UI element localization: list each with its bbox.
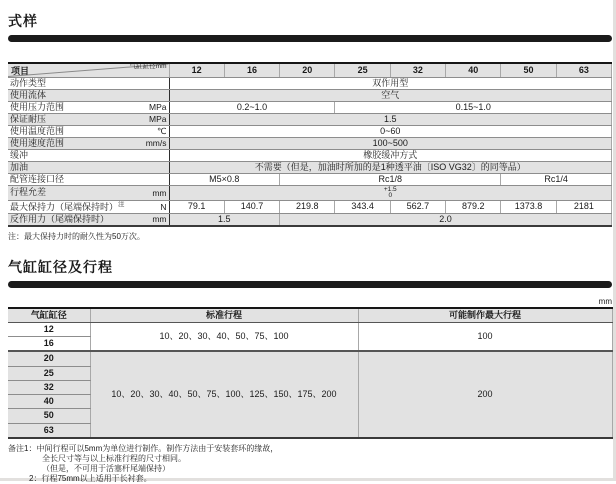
bore-header-cell: 32 [390,63,445,77]
stroke-table-unit: mm [598,296,612,306]
note-marker: 注 [118,200,125,208]
stroke-section-divider-bar [8,281,612,288]
spec-row-lube [8,161,612,173]
spec-value-cell: 不需要（但是，加油时所加的是1种透平油〔ISO VG32〕的同等品） [169,161,612,173]
remark-prefix: 2： [29,473,42,483]
remark-line-1: 备注1： 中间行程可以5mm为单位进行制作。制作方法由于安装套环的缘故， [8,443,279,453]
stroke-table [8,307,613,439]
bore-header-cell: 25 [335,63,390,77]
row-label: 使用速度范围 mm/s [8,137,169,149]
remark-line-4: 2： 行程75mm以上适用于长衬套。 [29,473,152,483]
spec-value-cell: 0~60 [169,125,612,137]
bore-cell: 12 [8,322,90,336]
max-stroke-cell: 200 [358,351,612,438]
row-label: 保证耐压 MPa [8,113,169,125]
spec-value-cell: 1.5 [169,113,612,125]
spec-value-cell: 2181 [556,200,611,213]
spec-value-cell: 140.7 [224,200,279,213]
row-label: 缓冲 [8,149,169,161]
spec-section-divider-bar [8,35,612,42]
row-label: 使用流体 [8,89,169,101]
bore-header-cell: 12 [169,63,224,77]
spec-table-note: 注：最大保持力时的耐久性为50万次。 [8,231,145,241]
stroke-row [8,322,612,336]
spec-value-cell: 1.5 [169,213,280,226]
bore-cell: 40 [8,395,90,409]
bore-header-cell: 40 [446,63,501,77]
spec-value-cell: Rc1/4 [501,173,612,185]
spec-value-cell: 双作用型 [169,77,612,89]
bore-cell: 63 [8,423,90,438]
col-header-max-stroke: 可能制作最大行程 [358,308,612,323]
stroke-section-title: 气缸缸径及行程 [8,258,113,275]
remark-line-3: （但是，不可用于活塞杆尾端保持） [42,463,170,473]
spec-value-cell: 空气 [169,89,612,101]
stroke-row [8,351,612,366]
standard-stroke-cell: 10、20、30、40、50、75、100 [90,322,358,351]
spec-row-tolerance [8,185,612,200]
spec-row-proof [8,113,612,125]
bore-header-cell: 20 [280,63,335,77]
corner-item-label: 项目 [11,65,30,76]
spec-value-cell: M5×0.8 [169,173,280,185]
row-label: 最大保持力（尾端保持时）$^注$ N [8,200,169,213]
bore-cell: 32 [8,380,90,394]
bore-cell: 16 [8,337,90,352]
stroke-tolerance-value: +1.5 0 [383,185,397,199]
spec-value-cell: 219.8 [280,200,335,213]
bore-header-cell: 50 [501,63,556,77]
spec-value-cell: 879.2 [446,200,501,213]
col-header-bore: 气缸缸径 [8,308,90,323]
bore-cell: 50 [8,409,90,423]
max-stroke-cell: 100 [358,322,612,351]
spec-value-cell [169,185,612,200]
spec-row-holding-force [8,200,612,213]
spec-value-cell: Rc1/8 [280,173,501,185]
spec-row-port [8,173,612,185]
col-header-standard-stroke: 标准行程 [90,308,358,323]
spec-value-cell: 562.7 [390,200,445,213]
spec-value-cell: 0.15~1.0 [335,101,612,113]
bore-header-cell: 63 [556,63,611,77]
spec-row-reaction-force [8,213,612,226]
row-label: 使用温度范围 ℃ [8,125,169,137]
spec-table [8,62,612,227]
bore-cell: 20 [8,351,90,366]
remark-line-2: 全长尺寸等与以上标准行程的尺寸相同。 [42,453,186,463]
spec-corner-cell [8,63,169,77]
spec-value-cell: 0.2~1.0 [169,101,335,113]
row-label: 加油 [8,161,169,173]
row-label: 行程允差 mm [8,185,169,200]
spec-row-fluid [8,89,612,101]
row-label: 使用压力范围 MPa [8,101,169,113]
bore-header-cell: 16 [224,63,279,77]
spec-header-row [8,63,612,77]
corner-bore-label: 气缸缸径mm [129,63,167,70]
remarks-block [8,444,609,484]
spec-section-title: 式样 [8,13,38,29]
spec-value-cell: 2.0 [280,213,612,226]
standard-stroke-cell: 10、20、30、40、50、75、100、125、150、175、200 [90,351,358,438]
spec-value-cell: 343.4 [335,200,390,213]
spec-value-cell: 100~500 [169,137,612,149]
spec-row-pressure [8,101,612,113]
spec-row-cushion [8,149,612,161]
spec-value-cell: 1373.8 [501,200,556,213]
spec-row-action [8,77,612,89]
stroke-header-row [8,308,612,323]
remark-prefix: 备注1： [8,443,37,453]
spec-value-cell: 79.1 [169,200,224,213]
row-label: 动作类型 [8,77,169,89]
spec-row-temp [8,125,612,137]
bore-cell: 25 [8,366,90,380]
row-label: 反作用力（尾端保持时） mm [8,213,169,226]
spec-value-cell: 橡胶缓冲方式 [169,149,612,161]
spec-row-speed [8,137,612,149]
row-label: 配管连接口径 [8,173,169,185]
